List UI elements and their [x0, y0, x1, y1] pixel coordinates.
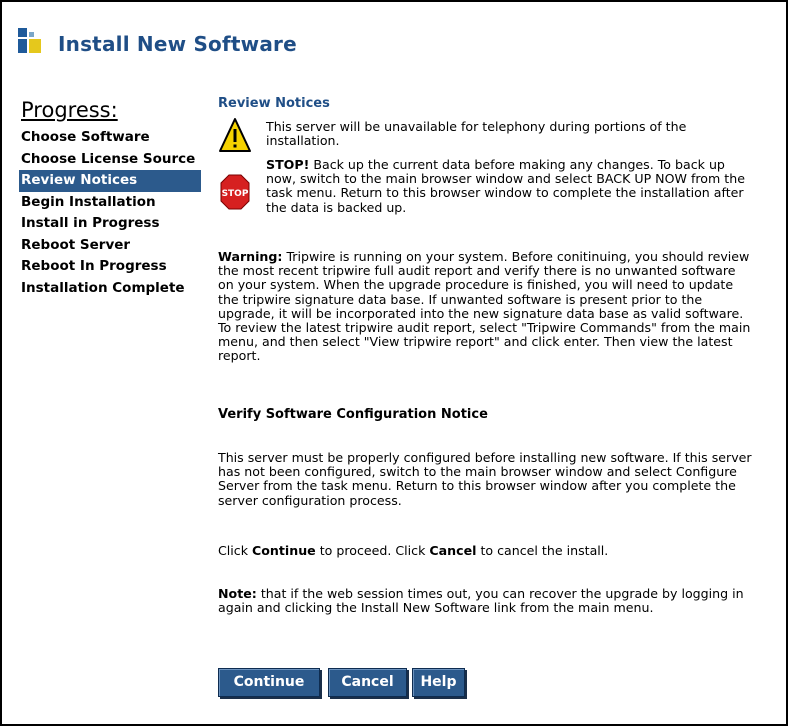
- notice-unavailable: This server will be unavailable for telephony during portions of the installation.: [266, 119, 687, 149]
- step-install-in-progress: Install in Progress: [21, 215, 160, 231]
- progress-steps: [19, 127, 201, 299]
- note-label: Note:: [218, 586, 257, 601]
- stop-text: Back up the current data before making any changes. To back up now, switch to the main browser window and select BACK UP NOW from the task menu. Return to this browser window to complete the installation after the data is backed up.: [266, 157, 745, 215]
- app-logo-icon: [18, 28, 44, 56]
- stop-sign-icon: [220, 174, 250, 210]
- click-suffix: to cancel the install.: [480, 543, 609, 558]
- progress-heading: Progress:: [21, 98, 118, 122]
- page-title: Install New Software: [58, 32, 297, 56]
- cancel-button[interactable]: Cancel: [328, 668, 407, 697]
- verify-title: Verify Software Configuration Notice: [218, 407, 488, 422]
- click-continue: Continue: [252, 543, 316, 558]
- continue-button[interactable]: Continue: [218, 668, 320, 697]
- step-choose-license-source: Choose License Source: [21, 150, 196, 167]
- warning-icon: [218, 117, 252, 153]
- notice-stop: [266, 158, 751, 215]
- step-reboot-server: Reboot Server: [21, 236, 131, 253]
- warning-text: Tripwire is running on your system. Before conitinuing, you should review the most recent tripwire full audit report and verify there is no unwanted software on your system. When the upgrade procedure is finished, you will need to update the tripwire signature data base. If unwanted software is present prior to the upgrade, it will be incorporated into the new signature data base as valid software. To review the latest tripwire audit report, select "Tripwire Commands" from the main menu, and then select "View tripwire report" and click enter. Then view the latest report.: [218, 249, 751, 364]
- warning-label: Warning:: [218, 249, 283, 264]
- step-begin-installation: Begin Installation: [21, 193, 156, 210]
- main-content: [218, 96, 758, 616]
- note-text: that if the web session times out, you can recover the upgrade by logging in again and clicking the Install New Software link from the main menu.: [218, 586, 744, 616]
- svg-text:STOP: STOP: [221, 189, 249, 199]
- note-paragraph: [218, 587, 753, 615]
- warning-paragraph: [218, 250, 753, 364]
- click-prefix: Click: [218, 543, 249, 558]
- step-reboot-in-progress: Reboot In Progress: [21, 258, 167, 274]
- help-button[interactable]: Help: [412, 668, 465, 697]
- step-choose-software: Choose Software: [21, 129, 150, 145]
- click-cancel: Cancel: [429, 543, 477, 558]
- verify-text: This server must be properly configured before installing new software. If this server has not been configured, switch to the main browser window and select Configure Server from the task menu. Return to this browser window after you complete the server configuration process.: [218, 450, 752, 508]
- click-instructions: [218, 544, 753, 558]
- section-title: Review Notices: [218, 96, 330, 111]
- step-installation-complete: Installation Complete: [21, 279, 185, 296]
- stop-label: STOP!: [266, 157, 310, 172]
- step-review-notices: Review Notices: [19, 170, 201, 192]
- click-mid: to proceed. Click: [319, 543, 426, 558]
